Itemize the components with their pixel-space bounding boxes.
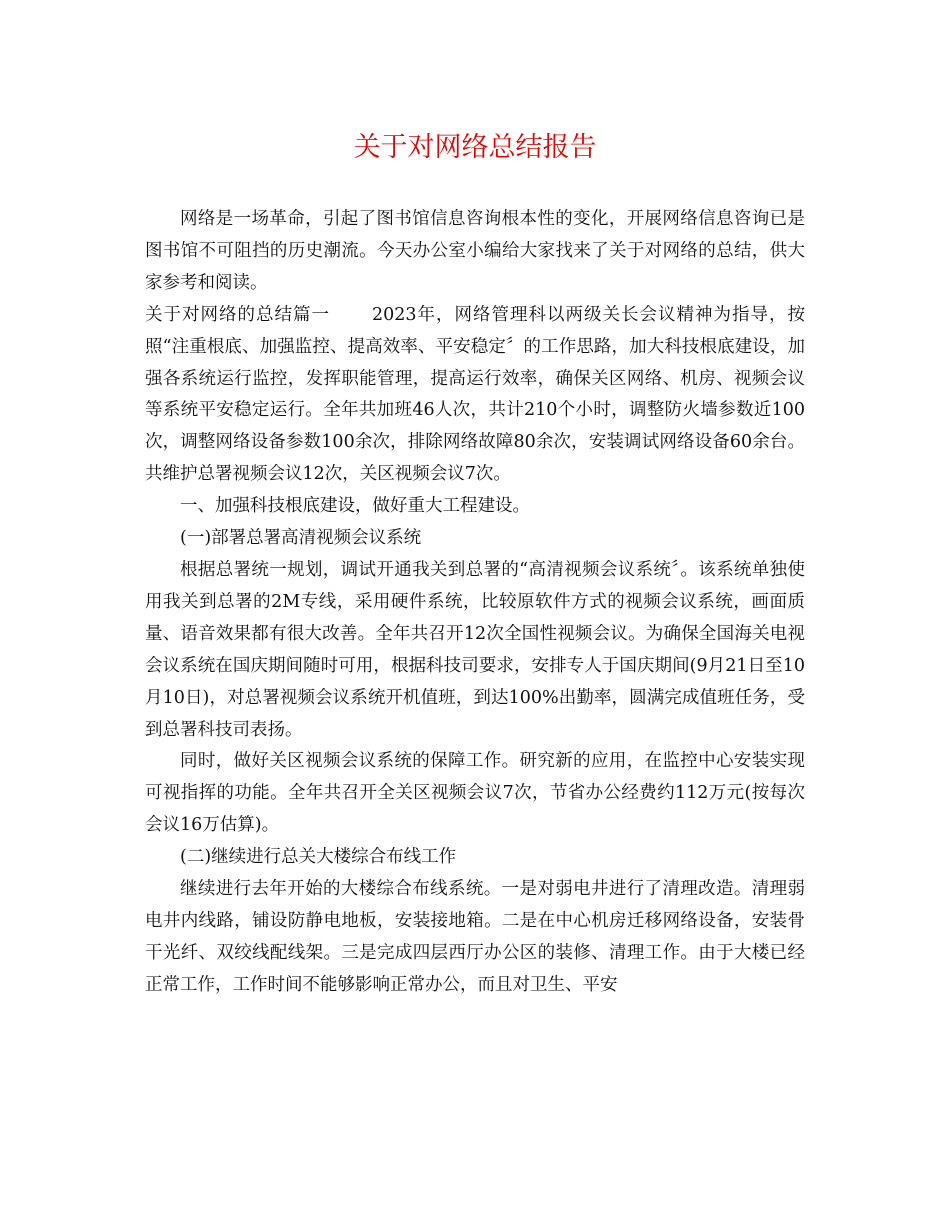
paragraph-hd-video: 根据总署统一规划，调试开通我关到总署的“高清视频会议系统〞。该系统单独使用我关到总署的2M专线，采用硬件系统，比较原软件方式的视频会议系统，画面质量、语音效果都有很大改善。全年共召开12次全国性视频会议。为确保全国海关电视 会议系统在国庆期间随时可用，根据科技司要求，安排专人于国庆期间(9月21日至10月10日)，对总署视频会议系统开机值班，到达100%出勤率，圆满完成值班任务，受到总署科技司表扬。 — [145, 559, 805, 740]
part1-paragraph — [145, 300, 805, 491]
part1-label: 关于对网络的总结篇一 — [145, 304, 330, 325]
subsection-heading-1: (一)部署总署高清视频会议系统 — [180, 528, 422, 549]
part1-text: 2023年，网络管理科以两级关长会议精神为指导，按照“注重根底、加强监控、提高效率、平安稳定〞的工作思路，加大科技根底建设，加强各系统运行监控，发挥职能管理，提高运行效率，确保关区网络、机房、视频会议等系统平安稳定运行。全年共加班46人次，共计210个小时，调整防火墙参数近100次，调整网络设备参数100余次，排除网络故障80余次，安装调试网络设备60余台。共维护总署视频会议12次，关区视频会议7次。 — [145, 304, 805, 485]
paragraph-cabling: 继续进行去年开始的大楼综合布线系统。一是对弱电井进行了清理改造。清理弱电井内线路，铺设防静电地板，安装接地箱。二是在中心机房迁移网络设备，安装骨干光纤、双绞线配线架。三是完成四层西厅办公区的装修、清理工作。由于大楼已经正常工作，工作时间不能够影响正常办公，而且对卫生、平安 — [145, 879, 805, 995]
subsection-heading-2: (二)继续进行总关大楼综合布线工作 — [180, 847, 457, 868]
intro-paragraph: 网络是一场革命，引起了图书馆信息咨询根本性的变化，开展网络信息咨询已是图书馆不可阻挡的历史潮流。今天办公室小编给大家找来了关于对网络的总结，供大家参考和阅读。 — [145, 209, 805, 293]
document-body — [145, 204, 805, 1002]
section-heading-1: 一、加强科技根底建设，做好重大工程建设。 — [180, 496, 530, 517]
paragraph-regional-video: 同时，做好关区视频会议系统的保障工作。研究新的应用，在监控中心安装实现可视指挥的功能。全年共召开全关区视频会议7次，节省办公经费约112万元(按每次会议16万估算)。 — [145, 751, 805, 836]
document-title: 关于对网络总结报告 — [353, 132, 597, 163]
